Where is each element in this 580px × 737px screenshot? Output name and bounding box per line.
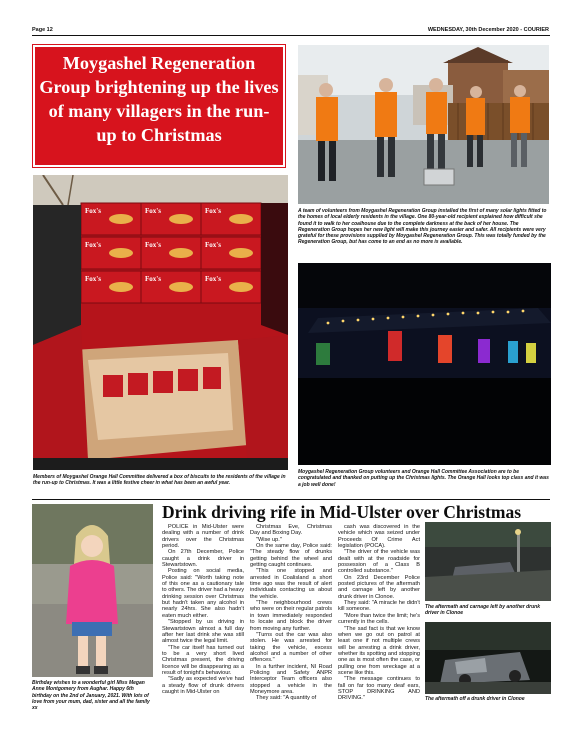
paragraph: cash was discovered in the vehicle which was seized under Proceeds Of Crime Act legislation (POCA). [338, 524, 420, 550]
crash-photo-2 [425, 622, 551, 694]
paragraph: On 27th December, Police caught a drink driver in Stewartstown. [162, 549, 244, 569]
paragraph: "Stopped by us driving in Stewartstown almost a full day after her last drink she was still almost twice the legal limit. [162, 619, 244, 645]
paragraph: They said: "A miracle he didn't kill someone. [338, 600, 420, 613]
paragraph: On the same day, Police said: "The steady flow of drunks getting behind the wheel and getting caught continues. [250, 543, 332, 569]
moygashel-headline: Moygashel Regeneration Group brightening up the lives of many villagers in the run-up to Christmas [33, 45, 285, 167]
paragraph: Christmas Eve, Christmas Day and Boxing Day. [250, 524, 332, 537]
svg-text:Fox's: Fox's [145, 207, 161, 215]
paragraph: "This one stopped and arrested in Coalisland a short time ago was the result of alert individuals contacting us about the vehicle. [250, 568, 332, 600]
page-number: Page 12 [32, 27, 53, 33]
article-column-1 [162, 524, 244, 695]
volunteers-photo [298, 45, 549, 204]
svg-text:Fox's: Fox's [145, 241, 161, 249]
article-column-2 [250, 524, 332, 702]
article-column-3 [338, 524, 420, 702]
paragraph: In a further incident, NI Road Policing and Safety ANPR Interceptor Team officers also stopped a vehicle in the Moneymore area. [250, 663, 332, 695]
paragraph: On 23rd December Police posted pictures of the aftermath and carnage left by another drunk driver in Clonoe. [338, 574, 420, 600]
paragraph: "The message continues to fall on far too many deaf ears, STOP DRINKING AND DRIVING." [338, 676, 420, 702]
svg-text:Fox's: Fox's [205, 207, 221, 215]
header-rule [32, 35, 550, 36]
svg-text:Fox's: Fox's [205, 241, 221, 249]
birthday-girl-photo [32, 504, 153, 677]
paragraph: "More than twice the limit; he's currently in the cells. [338, 612, 420, 626]
svg-text:Fox's: Fox's [205, 275, 221, 283]
crash-photo-1 [425, 522, 551, 601]
svg-text:Fox's: Fox's [85, 275, 101, 283]
svg-text:Fox's: Fox's [145, 275, 161, 283]
lights-caption: Moygashel Regeneration Group volunteers and Orange Hall Committee Association are to be congratulated and thanked on putting up the Christmas lights. The Orange Hall looks top class and it was a job well done! [298, 469, 549, 488]
volunteers-caption: A team of volunteers from Moygashel Regeneration Group installed the first of many solar lights fitted to the homes of local elderly residents in the village. One 80-year-old recipient explained how difficult she found it to walk to her coalhouse due to the complete darkness at the back of her house. The Regeneration Group hopes her new light will make this journey easier and safer. All recipients were very grateful for these provisions supplied by Moygashel Regeneration Group. This was totally funded by the Regeneration Group, but has come to an end as no more is available. [298, 208, 547, 246]
paragraph: "Turns out the car was also stolen. He was arrested for taking the vehicle, excess alcohol and a number of other offences." [250, 631, 332, 664]
crash-caption-2: The aftermath off a drunk driver in Clonoe [425, 696, 525, 702]
crash-caption-1: The aftermath and carnage left by another drunk driver in Clonoe [425, 604, 541, 617]
drink-driving-headline: Drink driving rife in Mid-Ulster over Christmas [162, 502, 522, 522]
date-line: WEDNESDAY, 30th December 2020 - COURIER [427, 27, 549, 33]
svg-text:Fox's: Fox's [85, 241, 101, 249]
paragraph: "The neighbourhood crews who were on their regular patrols in town immediately responded to locate and block the driver from moving any further. [250, 600, 332, 632]
paragraph: "The sad fact is that we know when we go out on patrol at least one if not multiple crews will be arresting a drink driver, whether its spotting and stopping one as is most often the case, or pulling one from wreckage at a scene like this. [338, 625, 420, 676]
paragraph: Posting on social media, Police said: "Worth taking note of this one as a cautionary tale to others. The driver had a heavy drinking session over Christmas but hadn't taken any alcohol in nearly 24hrs. She also hadn't eaten much either. [162, 568, 244, 619]
biscuits-car-photo [33, 175, 288, 470]
paragraph: "Sadly as expected we've had a steady flow of drunk drivers caught in Mid-Ulster on [162, 676, 244, 695]
paragraph: They said: "A quantity of [256, 695, 317, 702]
paragraph: "Wise up." [256, 536, 282, 543]
biscuits-caption: Members of Moygashel Orange Hall Committee delivered a box of biscuits to the residents of the village in the run-up to Christmas. It was a little festive cheer in what has been an awful year. [33, 474, 286, 487]
paragraph: POLICE in Mid-Ulster were dealing with a number of drink drivers over the Christmas period. [162, 524, 244, 550]
christmas-lights-photo [298, 263, 551, 465]
paragraph: "The driver of the vehicle was dealt with at the roadside for possession of a Class B controlled substance." [338, 549, 420, 575]
birthday-caption: Birthday wishes to a wonderful girl Miss Megan Anne Montgomery from Aughar. Happy 6th birthday on the 2nd of January, 2021. With lots of love from your mum, dad, sister and all the family xx [32, 680, 150, 712]
svg-text:Fox's: Fox's [85, 207, 101, 215]
paragraph: "The car itself has turned out to be a very short lived Christmas present, the driving licence will be disappearing as a result of tonight's behaviour. [162, 644, 244, 676]
section-rule [32, 499, 550, 500]
